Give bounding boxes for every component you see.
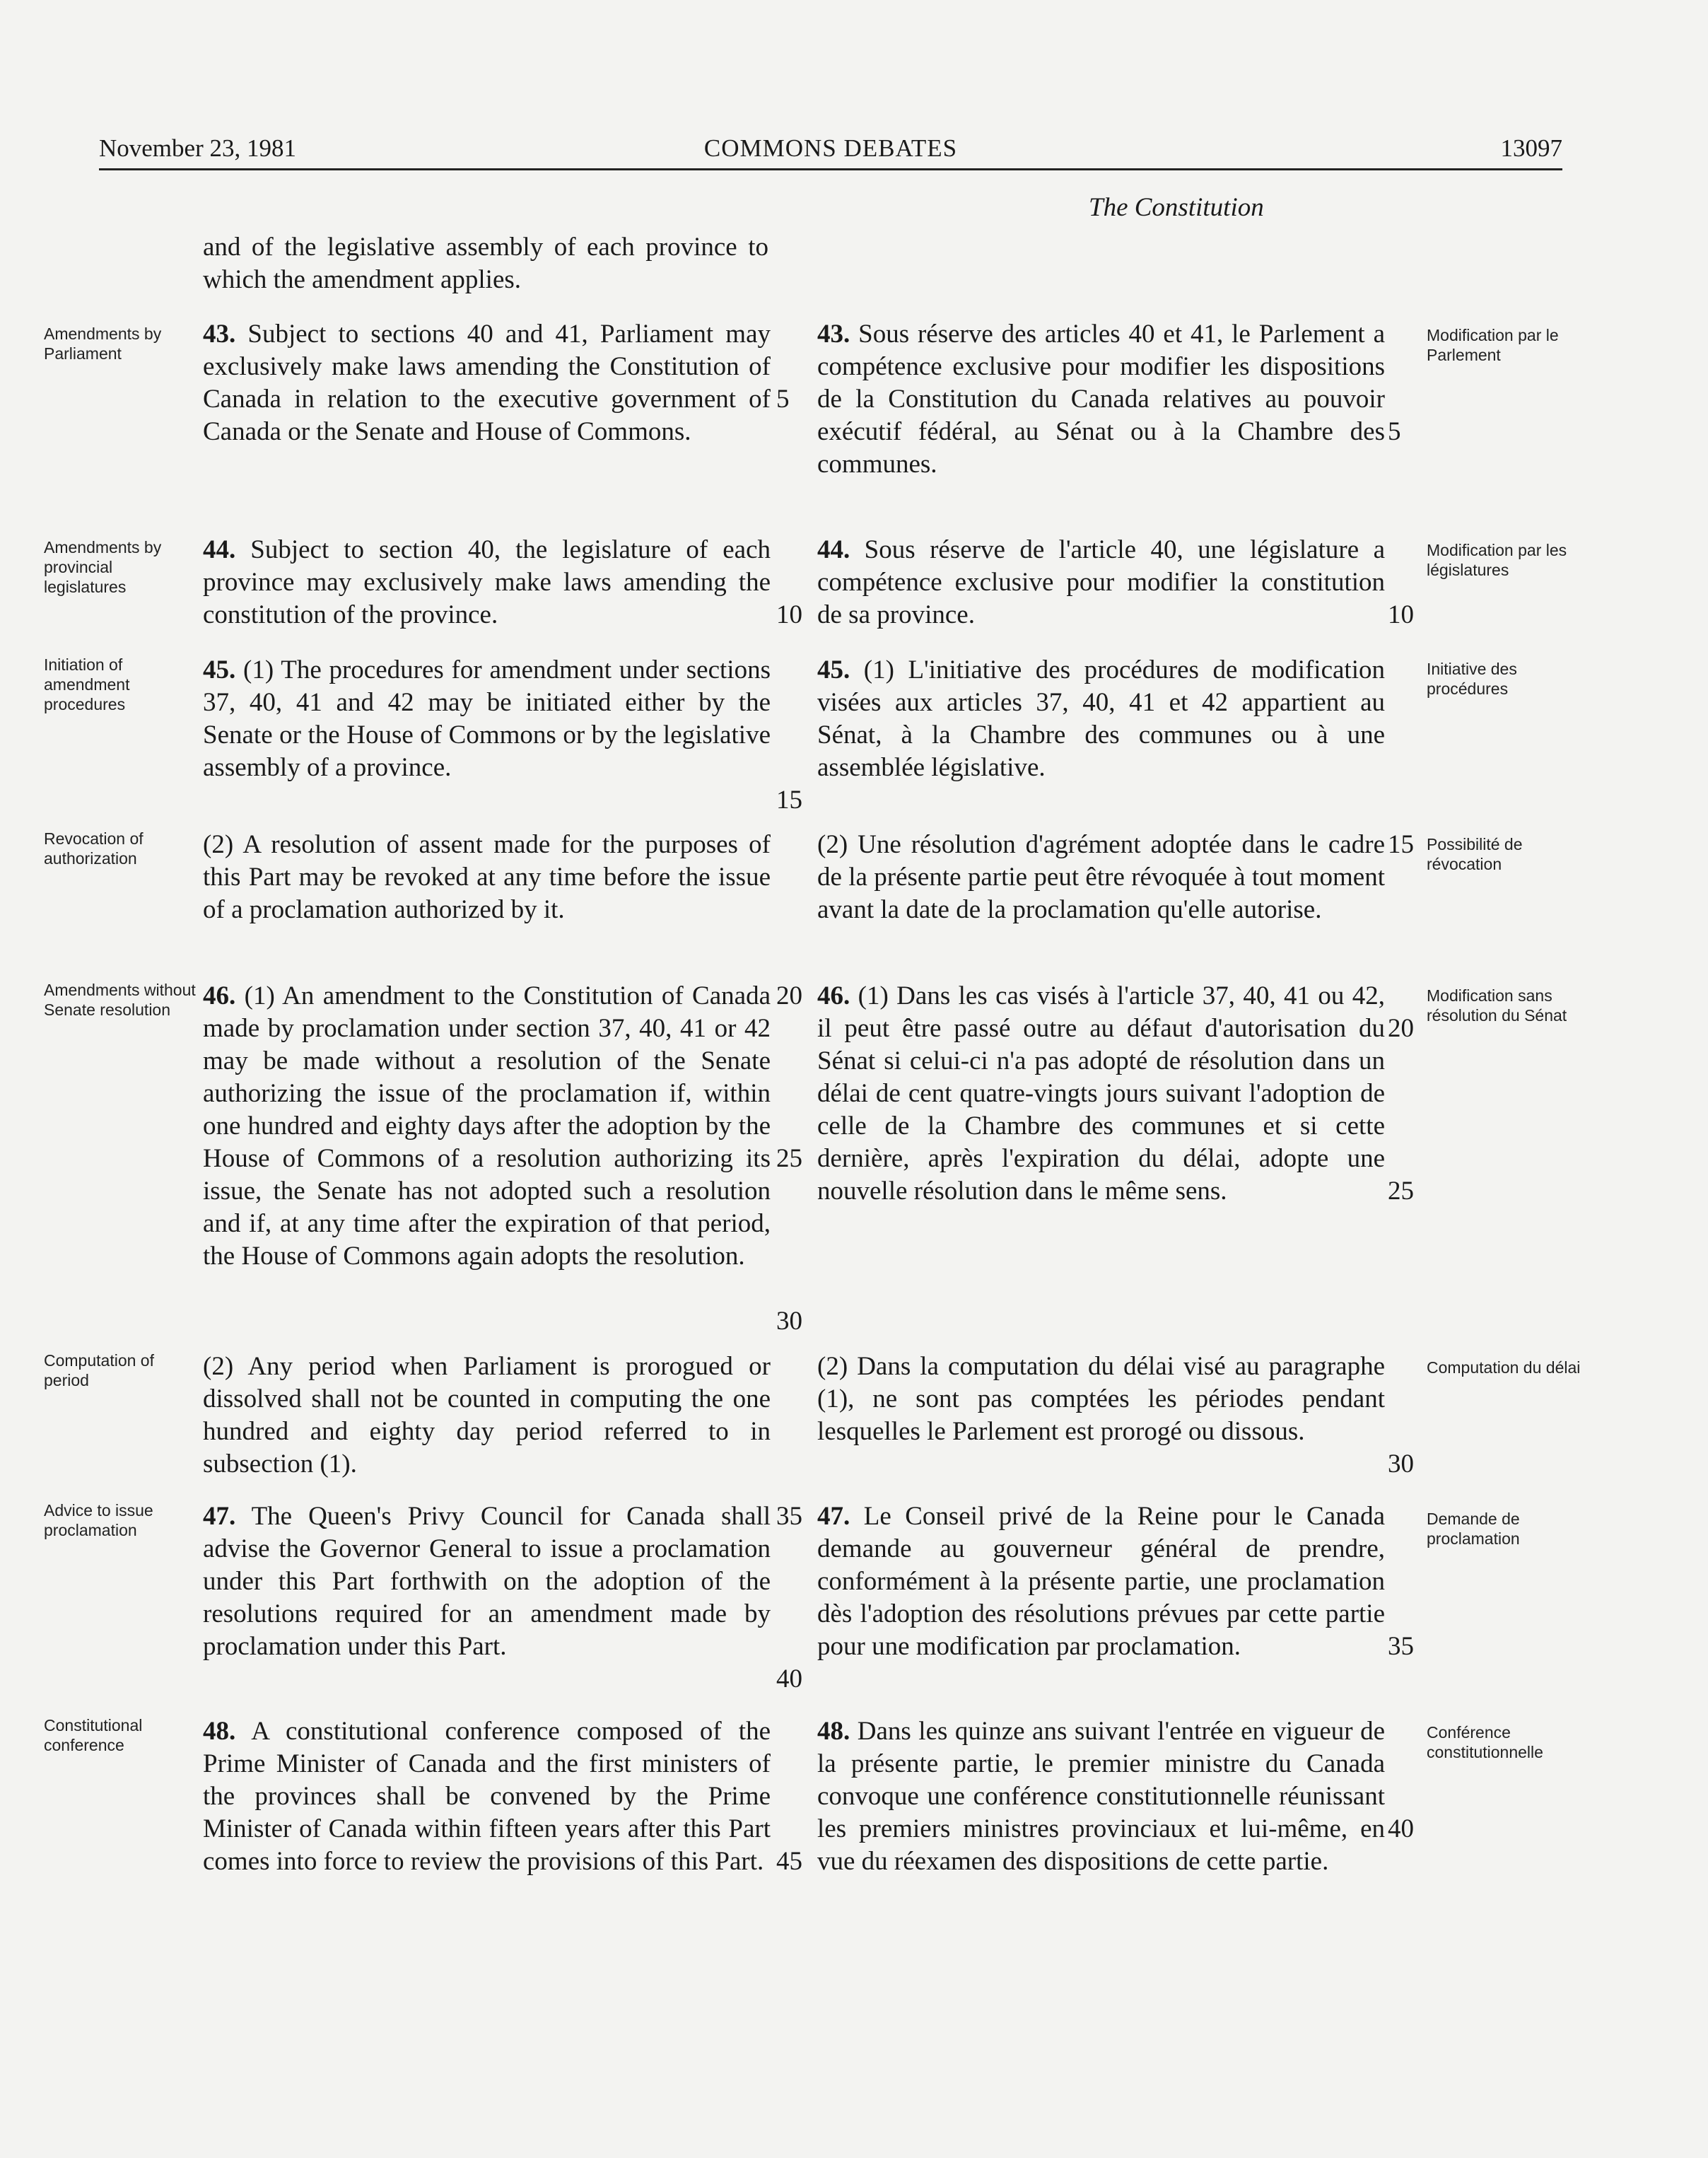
section-body: (1) The procedures for amendment under sections 37, 40, 41 and 42 may be initiated either by the Senate or the House of Commons or by the legislative assembly of a province. xyxy=(203,655,771,782)
line-number-fr: 25 xyxy=(1388,1177,1414,1206)
page-number: 13097 xyxy=(1500,134,1562,162)
section-number: 48. xyxy=(203,1717,236,1746)
line-number-fr: 30 xyxy=(1388,1450,1414,1478)
line-number-en: 45 xyxy=(776,1847,802,1876)
line-number-fr: 10 xyxy=(1388,600,1414,629)
section-body: (1) An amendment to the Constitution of Canada made by proclamation under section 37, 40, 41 or 42 may be made without a resolution of the Senate authorizing the issue of the proclamation if, within one hundred and eighty days after the adoption by the House of Commons of a resolution authorizing its issue, the Senate has not adopted such a resolution and if, at any time after the expiration of that period, the House of Commons again adopts the resolution. xyxy=(203,981,771,1271)
section-number: 46. xyxy=(817,981,850,1010)
margin-note-en: Constitutional conference xyxy=(44,1716,143,1754)
section-en-45-2 xyxy=(203,829,771,926)
section-body: Sous réserve des articles 40 et 41, le Parlement a compétence exclusive pour modifier les dispositions de la Constitution du Canada relatives au pouvoir exécutif fédéral, au Sénat ou à la Chambre des communes. xyxy=(817,320,1385,479)
header-title: COMMONS DEBATES xyxy=(703,134,958,162)
section-number: 45. xyxy=(203,655,236,684)
section-subheader: The Constitution xyxy=(1089,193,1264,222)
section-number: 47. xyxy=(817,1502,850,1531)
line-number-fr: 20 xyxy=(1388,1014,1414,1043)
section-body: (1) L'initiative des procédures de modification visées aux articles 37, 40, 41 et 42 appartient au Sénat, à la Chambre des communes ou à une assemblée législative. xyxy=(817,655,1385,782)
margin-note-fr: Demande de proclamation xyxy=(1427,1510,1520,1548)
line-number-en: 30 xyxy=(776,1307,802,1336)
section-fr-44 xyxy=(817,534,1385,631)
margin-note-en: Computation of period xyxy=(44,1351,154,1389)
section-en-46-2 xyxy=(203,1351,771,1481)
line-number-en: 40 xyxy=(776,1664,802,1693)
line-number-en: 20 xyxy=(776,981,802,1010)
section-fr-48 xyxy=(817,1715,1385,1878)
margin-note-fr: Computation du délai xyxy=(1427,1358,1581,1377)
section-body: (2) Any period when Parliament is prorogued or dissolved shall not be counted in computing the one hundred and eighty day period referred to in subsection (1). xyxy=(203,1352,771,1478)
section-en-43 xyxy=(203,318,771,448)
section-fr-46 xyxy=(817,980,1385,1208)
section-body: (2) A resolution of assent made for the purposes of this Part may be revoked at any time before the issue of a proclamation authorized by it. xyxy=(203,830,771,924)
section-body: Sous réserve de l'article 40, une législature a compétence exclusive pour modifier la constitution de sa province. xyxy=(817,535,1385,629)
margin-note-fr: Conférence constitutionnelle xyxy=(1427,1723,1543,1761)
section-body: Dans les quinze ans suivant l'entrée en vigueur de la présente partie, le premier ministre du Canada convoque une conférence constitutionnelle réunissant les premiers ministres provinciaux et lui-même, en vue du réexamen des dispositions de cette partie. xyxy=(817,1717,1385,1876)
section-body: Subject to section 40, the legislature of each province may exclusively make laws amending the constitution of the province. xyxy=(203,535,771,629)
line-number-fr: 35 xyxy=(1388,1632,1414,1661)
section-body: (1) Dans les cas visés à l'article 37, 40, 41 ou 42, il peut être passé outre au défaut d'autorisation du Sénat si celui-ci n'a pas adopté de résolution dans un délai de cent quatre-vingts jours suivant l'adoption de celle de la Chambre des communes et si cette dernière, après l'expiration du délai, adopte une nouvelle résolution dans le même sens. xyxy=(817,981,1385,1206)
section-number: 45. xyxy=(817,655,850,684)
section-en-45 xyxy=(203,654,771,784)
section-number: 48. xyxy=(817,1717,850,1746)
section-body: The Queen's Privy Council for Canada shall advise the Governor General to issue a proclamation under this Part forthwith on the adoption of the resolutions required for an amendment made by proclamation under this Part. xyxy=(203,1502,771,1661)
line-number-fr: 5 xyxy=(1388,417,1401,446)
line-number-en: 15 xyxy=(776,786,802,815)
line-number-en: 35 xyxy=(776,1502,802,1531)
section-body: (2) Une résolution d'agrément adoptée dans le cadre de la présente partie peut être révoquée à tout moment avant la date de la proclamation qu'elle autorise. xyxy=(817,830,1385,924)
section-number: 43. xyxy=(203,320,236,349)
section-fr-46-2 xyxy=(817,1351,1385,1448)
line-number-fr: 15 xyxy=(1388,830,1414,859)
margin-note-en: Revocation of authorization xyxy=(44,829,144,868)
line-number-en: 10 xyxy=(776,600,802,629)
margin-note-en: Amendments without Senate resolution xyxy=(44,981,196,1019)
section-body: Le Conseil privé de la Reine pour le Canada demande au gouverneur général de prendre, conformément à la présente partie, une proclamation dès l'adoption des résolutions prévues par cette partie pour une modification par proclamation. xyxy=(817,1502,1385,1661)
margin-note-fr: Possibilité de révocation xyxy=(1427,835,1523,873)
margin-note-fr: Modification par les législatures xyxy=(1427,541,1567,579)
section-number: 44. xyxy=(817,535,850,564)
section-number: 46. xyxy=(203,981,236,1010)
page-header xyxy=(99,134,1562,170)
section-en-47 xyxy=(203,1500,771,1663)
line-number-fr: 40 xyxy=(1388,1814,1414,1843)
section-en-48 xyxy=(203,1715,771,1878)
line-number-en: 5 xyxy=(776,385,790,414)
section-number: 44. xyxy=(203,535,236,564)
margin-note-fr: Modification par le Parlement xyxy=(1427,326,1559,364)
section-en-46 xyxy=(203,980,771,1273)
section-number: 47. xyxy=(203,1502,236,1531)
margin-note-en: Amendments by Parliament xyxy=(44,325,162,363)
section-body: Subject to sections 40 and 41, Parliament may exclusively make laws amending the Constitution of Canada in relation to the executive government of Canada or the Senate and House of Commons. xyxy=(203,320,771,446)
lead-paragraph: and of the legislative assembly of each province to which the amendment applies. xyxy=(203,233,768,294)
section-en-44 xyxy=(203,534,771,631)
section-body: A constitutional conference composed of the Prime Minister of Canada and the first ministers of the provinces shall be convened by the Prime Minister of Canada within fifteen years after this Part comes into force to review the provisions of this Part. xyxy=(203,1717,771,1876)
margin-note-en: Amendments by provincial legislatures xyxy=(44,538,162,596)
line-number-en: 25 xyxy=(776,1144,802,1173)
section-fr-45 xyxy=(817,654,1385,784)
section-fr-43 xyxy=(817,318,1385,481)
section-number: 43. xyxy=(817,320,850,349)
margin-note-en: Initiation of amendment procedures xyxy=(44,655,130,713)
section-body: (2) Dans la computation du délai visé au paragraphe (1), ne sont pas comptées les périodes pendant lesquelles le Parlement est prorogé ou dissous. xyxy=(817,1352,1385,1446)
margin-note-fr: Modification sans résolution du Sénat xyxy=(1427,986,1567,1025)
margin-note-fr: Initiative des procédures xyxy=(1427,660,1517,698)
header-date: November 23, 1981 xyxy=(99,134,296,162)
section-fr-45-2 xyxy=(817,829,1385,926)
section-fr-47 xyxy=(817,1500,1385,1663)
margin-note-en: Advice to issue proclamation xyxy=(44,1501,153,1539)
